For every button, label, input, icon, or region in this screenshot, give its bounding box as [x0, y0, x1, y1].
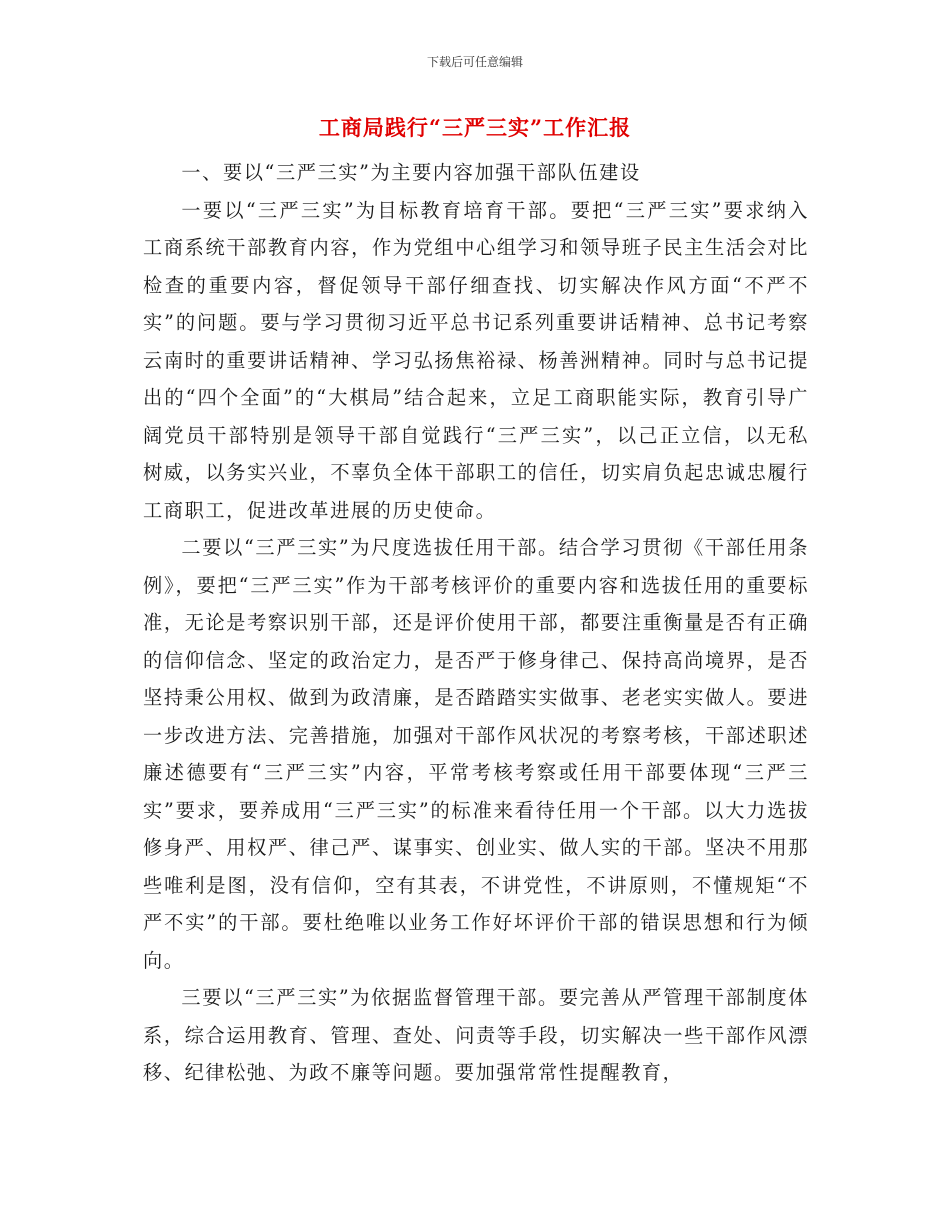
section-heading: 一、要以“三严三实”为主要内容加强干部队伍建设: [181, 161, 641, 184]
paragraph-2: 二要以“三严三实”为尺度选拔任用干部。结合学习贯彻《干部任用条例》，要把“三严三实”作为干部考核评价的重要内容和选拔任用的重要标准，无论是考察识别干部，还是评价使用干部，都要注重衡量是否有正确的信仰信念、坚定的政治定力，是否严于修身律己、保持高尚境界，是否坚持秉公用权、做到为政清廉，是否踏踏实实做事、老老实实做人。要进一步改进方法、完善措施，加强对干部作风状况的考察考核，干部述职述廉述德要有“三严三实”内容，平常考核考察或任用干部要体现“三严三实”要求，要养成用“三严三实”的标准来看待任用一个干部。以大力选拔修身严、用权严、律己严、谋事实、创业实、做人实的干部。坚决不用那些唯利是图，没有信仰，空有其表，不讲党性，不讲原则，不懂规矩“不严不实”的干部。要杜绝唯以业务工作好坏评价干部的错误思想和行为倾向。: [143, 536, 809, 972]
header-note: 下载后可任意编辑: [426, 55, 523, 69]
document-title: 工商局践行“三严三实”工作汇报: [318, 115, 632, 140]
paragraph-3: 三要以“三严三实”为依据监督管理干部。要完善从严管理干部制度体系，综合运用教育、管理、查处、问责等手段，切实解决一些干部作风漂移、纪律松弛、为政不廉等问题。要加强常常性提醒教育，: [143, 986, 809, 1084]
paragraph-1: 一要以“三严三实”为目标教育培育干部。要把“三严三实”要求纳入工商系统干部教育内容，作为党组中心组学习和领导班子民主生活会对比检查的重要内容，督促领导干部仔细查找、切实解决作风方面“不严不实”的问题。要与学习贯彻习近平总书记系列重要讲话精神、总书记考察云南时的重要讲话精神、学习弘扬焦裕禄、杨善洲精神。同时与总书记提出的“四个全面”的“大棋局”结合起来，立足工商职能实际，教育引导广阔党员干部特别是领导干部自觉践行“三严三实”，以己正立信，以无私树威，以务实兴业，不辜负全体干部职工的信任，切实肩负起忠诚忠履行工商职工，促进改革进展的历史使命。: [143, 198, 809, 522]
document-body: [143, 154, 809, 1092]
